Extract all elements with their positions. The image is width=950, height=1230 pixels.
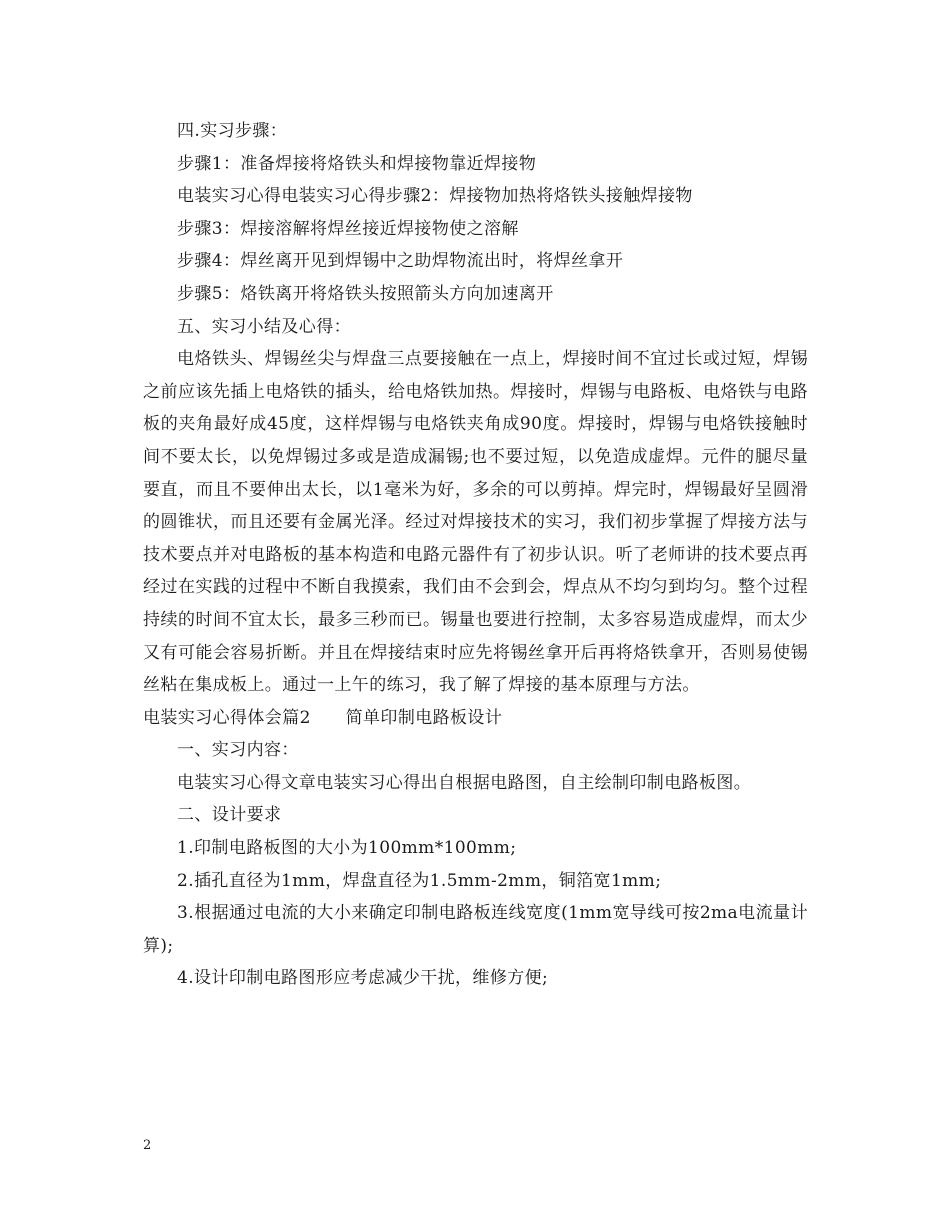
section-heading-content: 一、实习内容：	[177, 740, 299, 761]
step-2: 电装实习心得电装实习心得步骤2：焊接物加热将烙铁头接触焊接物	[177, 186, 693, 207]
step-3: 步骤3：焊接溶解将焊丝接近焊接物使之溶解	[177, 218, 519, 239]
section-heading-summary: 五、实习小结及心得：	[177, 316, 351, 337]
section-heading-requirements: 二、设计要求	[177, 805, 282, 826]
article-title: 电装实习心得体会篇2 简单印制电路板设计	[143, 707, 503, 728]
step-5: 步骤5：烙铁离开将烙铁头按照箭头方向加速离开	[177, 283, 554, 304]
step-1: 步骤1：准备焊接将烙铁头和焊接物靠近焊接物	[177, 153, 537, 174]
requirement-3: 3.根据通过电流的大小来确定印制电路板连线宽度(1mm宽导线可按2ma电流量计算);	[143, 903, 808, 956]
step-4: 步骤4：焊丝离开见到焊锡中之助焊物流出时，将焊丝拿开	[177, 251, 624, 272]
document-body	[143, 115, 808, 995]
content-paragraph: 电装实习心得文章电装实习心得出自根据电路图，自主绘制印制电路板图。	[177, 772, 752, 793]
requirement-2: 2.插孔直径为1mm，焊盘直径为1.5mm-2mm，铜箔宽1mm;	[177, 870, 662, 891]
page-number: 2	[143, 1138, 152, 1153]
requirement-4: 4.设计印制电路图形应考虑减少干扰，维修方便;	[177, 968, 549, 989]
section-heading-steps: 四.实习步骤：	[177, 121, 288, 141]
summary-paragraph: 电烙铁头、焊锡丝尖与焊盘三点要接触在一点上，焊接时间不宜过长或过短，焊锡之前应该先插上电烙铁的插头，给电烙铁加热。焊接时，焊锡与电路板、电烙铁与电路板的夹角最好成45度，这样焊锡与电烙铁夹角成90度。焊接时，焊锡与电烙铁接触时间不要太长，以免焊锡过多或是造成漏锡;也不要过短，以免造成虚焊。元件的腿尽量要直，而且不要伸出太长，以1毫米为好，多余的可以剪掉。焊完时，焊锡最好呈圆滑的圆锥状，而且还要有金属光泽。经过对焊接技术的实习，我们初步掌握了焊接方法与技术要点并对电路板的基本构造和电路元器件有了初步认识。听了老师讲的技术要点再经过在实践的过程中不断自我摸索，我们由不会到会，焊点从不均匀到均匀。整个过程持续的时间不宜太长，最多三秒而已。锡量也要进行控制，太多容易造成虚焊，而太少又有可能会容易折断。并且在焊接结束时应先将锡丝拿开后再将烙铁拿开，否则易使锡丝粘在集成板上。通过一上午的练习，我了解了焊接的基本原理与方法。	[143, 349, 808, 696]
requirement-1: 1.印制电路板图的大小为100mm*100mm;	[177, 838, 517, 859]
